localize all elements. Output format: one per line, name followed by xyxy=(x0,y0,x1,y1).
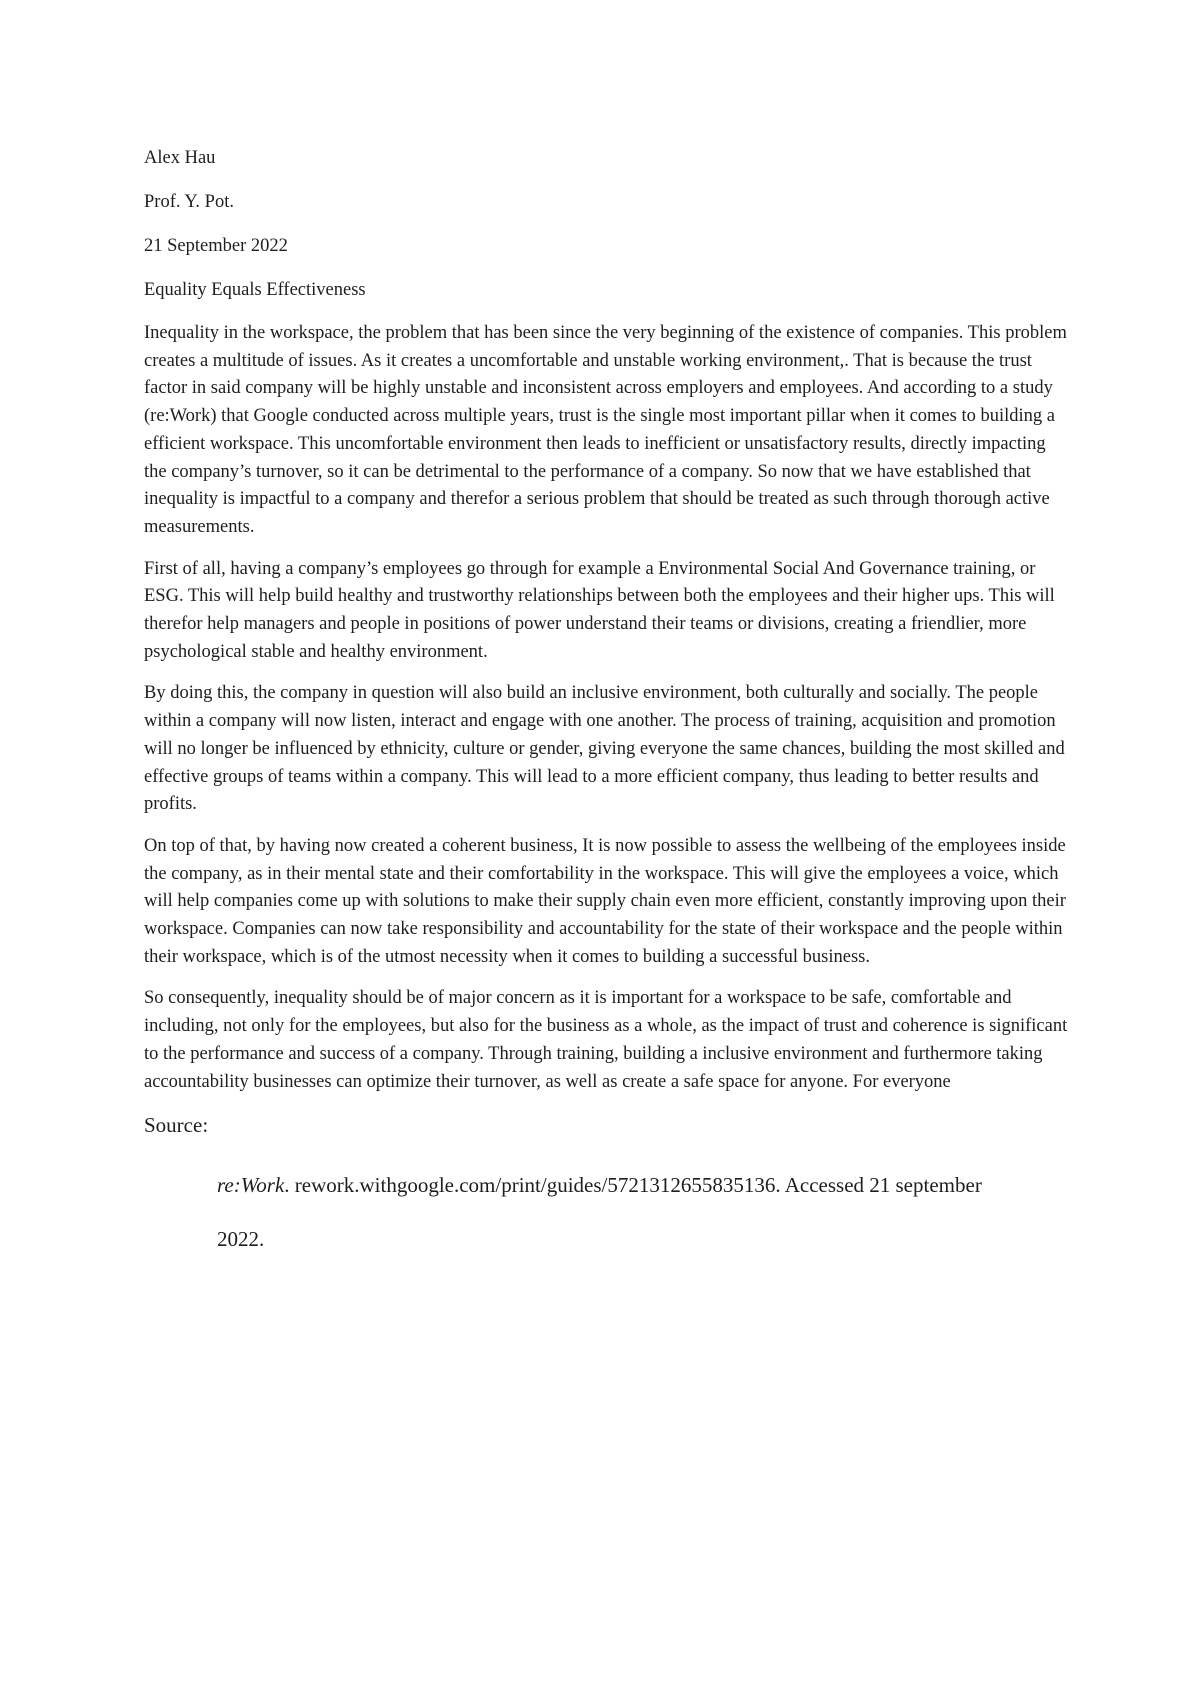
citation-entry xyxy=(217,1158,1070,1266)
document-title: Equality Equals Effectiveness xyxy=(144,280,366,300)
author-name: Alex Hau xyxy=(144,148,216,168)
paragraph-3: By doing this, the company in question will also build an inclusive environment, both culturally and socially. The people within a company will now listen, interact and engage with one another. The process of training, acquisition and promotion will no longer be influenced by ethnicity, culture or gender, giving everyone the same chances, building the most skilled and effective groups of teams within a company. This will lead to a more efficient company, thus leading to better results and profits. xyxy=(144,683,1065,815)
paragraph-5: So consequently, inequality should be of major concern as it is important for a workspace to be safe, comfortable and including, not only for the employees, but also for the business as a whole, as the impact of trust and coherence is significant to the performance and success of a company. Through training, building a inclusive environment and furthermore taking accountability businesses can optimize their turnover, as well as create a safe space for anyone. For everyone xyxy=(144,988,1068,1092)
paragraph-2: First of all, having a company’s employees go through for example a Environmental Social And Governance training, or ESG. This will help build healthy and trustworthy relationships between both the employees and their higher ups. This will therefor help managers and people in positions of power understand their teams or divisions, creating a friendlier, more psychological stable and healthy environment. xyxy=(144,558,1055,662)
document-date: 21 September 2022 xyxy=(144,236,288,256)
sources-heading: Source: xyxy=(144,1113,209,1138)
paragraph-4: On top of that, by having now created a coherent business, It is now possible to assess the wellbeing of the employees inside the company, as in their mental state and their comfortability in the workspace. This will give the employees a voice, which will help companies come up with solutions to make their supply chain even more efficient, constantly improving upon their workspace. Companies can now take responsibility and accountability for the state of their workspace and the people within their workspace, which is of the utmost necessity when it comes to building a successful business. xyxy=(144,835,1066,967)
professor-name: Prof. Y. Pot. xyxy=(144,192,234,212)
paragraph-1: Inequality in the workspace, the problem that has been since the very beginning of the existence of companies. This problem creates a multitude of issues. As it creates a uncomfortable and unstable working environment,. That is because the trust factor in said company will be highly unstable and inconsistent across employers and employees. And according to a study (re:Work) that Google conducted across multiple years, trust is the single most important pillar when it comes to building a efficient workspace. This uncomfortable environment then leads to inefficient or unsatisfactory results, directly impacting the company’s turnover, so it can be detrimental to the performance of a company. So now that we have established that inequality is impactful to a company and therefor a serious problem that should be treated as such through thorough active measurements. xyxy=(144,323,1067,537)
citation-details: . rework.withgoogle.com/print/guides/5721312655835136. Accessed 21 september 2022. xyxy=(217,1173,982,1252)
citation-title: re:Work xyxy=(217,1173,285,1198)
